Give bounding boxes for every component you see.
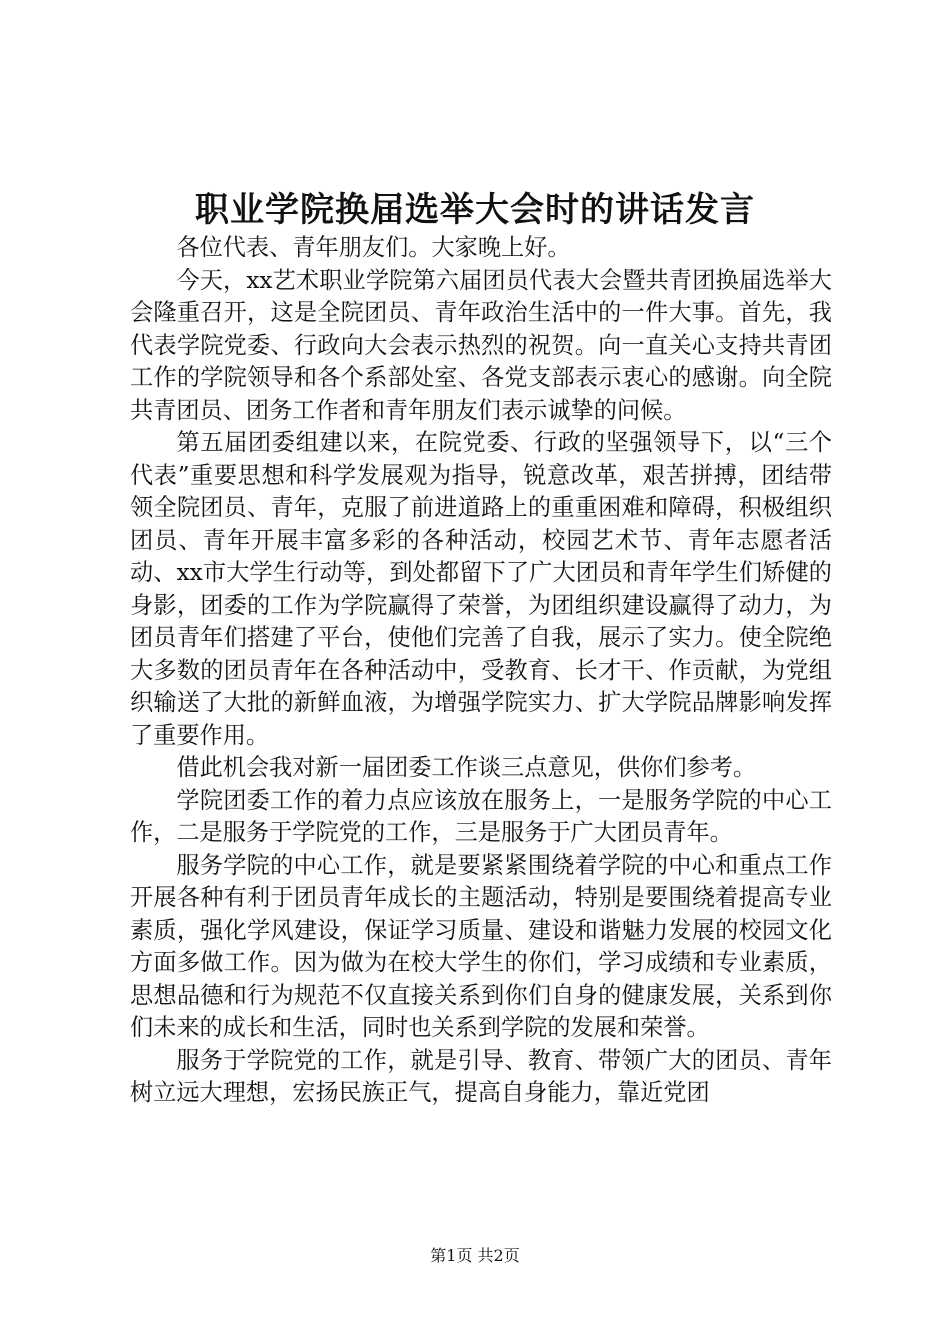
document-title: 职业学院换届选举大会时的讲话发言 [195,190,755,230]
paragraph-greeting: 各位代表、青年朋友们。大家晚上好。 [176,234,571,261]
paragraph-achievements: 第五届团委组建以来，在院党委、行政的坚强领导下，以“三个代表”重要思想和科学发展观为指导，锐意改革，艰苦拼搏，团结带领全院团员、青年，克服了前进道路上的重重困难和障碍，积极组织团员、青年开展丰富多彩的各种活动，校园艺术节、青年志愿者活动、xx市大学生行动等，到处都留下了广大团员和青年学生们矫健的身影，团委的工作为学院赢得了荣誉，为团组织建设赢得了动力，为团员青年们搭建了平台，使他们完善了自我，展示了实力。使全院绝大多数的团员青年在各种活动中，受教育、长才干、作贡献，为党组织输送了大批的新鲜血液，为增强学院实力、扩大学院品牌影响发挥了重要作用。 [130,429,832,749]
page-number: 第1页 共2页 [430,1246,520,1265]
paragraph-service-focus: 学院团委工作的着力点应该放在服务上，一是服务学院的中心工作，二是服务于学院党的工作，三是服务于广大团员青年。 [130,786,832,846]
paragraph-party-work: 服务于学院党的工作，就是引导、教育、带领广大的团员、青年树立远大理想，宏扬民族正气，提高自身能力，靠近党团 [130,1046,832,1106]
paragraph-opening: 今天，xx艺术职业学院第六届团员代表大会暨共青团换届选举大会隆重召开，这是全院团员、青年政治生活中的一件大事。首先，我代表学院党委、行政向大会表示热烈的祝贺。向一直关心支持共青团工作的学院领导和各个系部处室、各党支部表示衷心的感谢。向全院共青团员、团务工作者和青年朋友们表示诚挚的问候。 [130,266,832,424]
document-body [130,232,832,1110]
paragraph-opinions-intro: 借此机会我对新一届团委工作谈三点意见，供你们参考。 [176,754,757,781]
paragraph-central-work: 服务学院的中心工作，就是要紧紧围绕着学院的中心和重点工作开展各种有利于团员青年成长的主题活动，特别是要围绕着提高专业素质，强化学风建设，保证学习质量、建设和谐魅力发展的校园文化方面多做工作。因为做为在校大学生的你们，学习成绩和专业素质，思想品德和行为规范不仅直接关系到你们自身的健康发展，关系到你们未来的成长和生活，同时也关系到学院的发展和荣誉。 [130,851,832,1041]
